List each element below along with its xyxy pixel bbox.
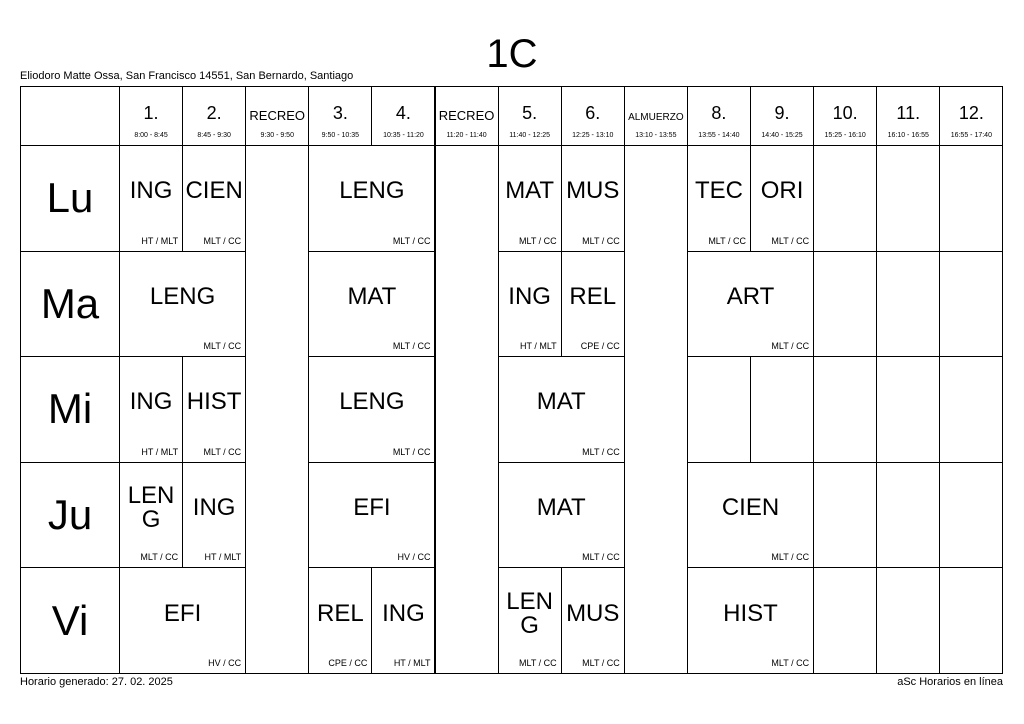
lesson-teacher: CPE / CC <box>328 657 368 668</box>
period-time: 11:20 - 11:40 <box>446 132 487 139</box>
period-label: 11. <box>896 103 921 123</box>
lesson-subject: MAT <box>347 282 397 310</box>
day-label: Ju <box>20 462 120 569</box>
empty-slot <box>876 567 940 674</box>
lesson-cell <box>371 567 435 674</box>
period-header <box>624 86 688 146</box>
lesson-subject: CIEN <box>185 177 243 205</box>
empty-slot <box>813 356 877 463</box>
lesson-teacher: MLT / CC <box>771 235 810 246</box>
break-column <box>435 145 499 674</box>
lesson-teacher: MLT / CC <box>203 446 242 457</box>
period-time: 13:55 - 14:40 <box>698 132 740 139</box>
empty-slot <box>813 145 877 252</box>
period-header <box>119 86 183 146</box>
period-time: 16:55 - 17:40 <box>950 132 992 139</box>
break-column <box>624 145 688 674</box>
lesson-cell <box>308 145 435 252</box>
lesson-subject: MUS <box>566 599 620 627</box>
lesson-cell <box>182 462 246 569</box>
lesson-subject: LENG <box>149 282 216 310</box>
lesson-cell <box>119 145 183 252</box>
period-header <box>435 86 499 146</box>
period-label: 3. <box>332 103 348 123</box>
lesson-subject: ORI <box>760 177 804 205</box>
period-label: RECREO <box>249 108 306 123</box>
lesson-teacher: HT / MLT <box>204 552 242 563</box>
lesson-subject: LENG <box>506 587 553 639</box>
lesson-teacher: MLT / CC <box>582 552 620 563</box>
lesson-cell <box>498 567 562 674</box>
school-address: Eliodoro Matte Ossa, San Francisco 14551, San Bernardo, Santiago <box>20 70 354 82</box>
period-header <box>939 86 1003 146</box>
lesson-teacher: MLT / CC <box>771 552 810 563</box>
lesson-subject: ING <box>129 388 173 416</box>
empty-slot <box>876 462 940 569</box>
lesson-teacher: MLT / CC <box>203 235 242 246</box>
lesson-cell <box>498 462 625 569</box>
lesson-teacher: MLT / CC <box>771 657 810 668</box>
period-time: 13:10 - 13:55 <box>635 132 677 139</box>
period-label: 2. <box>206 103 222 123</box>
lesson-teacher: HV / CC <box>208 657 242 668</box>
lesson-cell <box>119 251 246 358</box>
generator-credit: aSc Horarios en línea <box>897 676 1003 688</box>
lesson-teacher: HT / MLT <box>520 341 557 352</box>
lesson-subject: ART <box>726 282 775 310</box>
lesson-subject: ING <box>192 494 236 522</box>
lesson-subject: ING <box>129 177 173 205</box>
period-label: 6. <box>585 103 601 123</box>
period-time: 10:35 - 11:20 <box>383 132 424 139</box>
lesson-teacher: MLT / CC <box>203 341 242 352</box>
lesson-teacher: MLT / CC <box>708 235 746 246</box>
period-time: 11:40 - 12:25 <box>509 132 551 139</box>
period-label: 4. <box>395 103 411 123</box>
lesson-cell <box>687 145 751 252</box>
day-label: Mi <box>20 356 120 463</box>
lesson-subject: ING <box>382 599 425 627</box>
period-time: 15:25 - 16:10 <box>824 132 866 139</box>
lesson-subject: MUS <box>566 177 620 205</box>
lesson-cell <box>498 145 562 252</box>
lesson-cell <box>687 567 814 674</box>
lesson-subject: CIEN <box>721 494 780 522</box>
lesson-cell <box>687 251 814 358</box>
lesson-teacher: CPE / CC <box>580 341 620 352</box>
empty-slot <box>939 145 1003 252</box>
lesson-cell <box>119 462 183 569</box>
day-label: Ma <box>20 251 120 358</box>
lesson-teacher: MLT / CC <box>392 446 431 457</box>
lesson-teacher: MLT / CC <box>519 657 557 668</box>
lesson-cell <box>182 145 246 252</box>
period-label: 9. <box>774 103 790 123</box>
lesson-cell <box>498 356 625 463</box>
lesson-subject: MAT <box>505 177 555 205</box>
lesson-teacher: MLT / CC <box>582 235 620 246</box>
period-label: 8. <box>711 103 727 123</box>
period-header <box>813 86 877 146</box>
lesson-cell <box>119 356 183 463</box>
lesson-teacher: MLT / CC <box>392 235 431 246</box>
period-time: 9:30 - 9:50 <box>260 132 294 139</box>
empty-slot <box>939 251 1003 358</box>
period-label: 1. <box>143 103 159 123</box>
lesson-subject: ING <box>508 282 551 310</box>
empty-slot <box>876 251 940 358</box>
lesson-cell <box>182 356 246 463</box>
lesson-teacher: HV / CC <box>397 552 431 563</box>
lesson-teacher: HT / MLT <box>141 446 179 457</box>
empty-slot <box>687 356 751 463</box>
lesson-teacher: MLT / CC <box>582 446 620 457</box>
lesson-cell <box>308 356 435 463</box>
lesson-subject: LENG <box>339 177 405 205</box>
period-time: 14:40 - 15:25 <box>761 132 803 139</box>
empty-slot <box>813 462 877 569</box>
lesson-subject: REL <box>317 599 364 627</box>
lesson-teacher: MLT / CC <box>582 657 620 668</box>
lesson-subject: MAT <box>536 494 586 522</box>
lesson-teacher: MLT / CC <box>392 341 431 352</box>
period-header <box>371 86 435 146</box>
period-header <box>876 86 940 146</box>
lesson-teacher: MLT / CC <box>771 341 810 352</box>
empty-slot <box>939 567 1003 674</box>
empty-slot <box>750 356 814 463</box>
lesson-subject: HIST <box>723 599 778 627</box>
empty-slot <box>813 567 877 674</box>
period-label: 5. <box>522 103 538 123</box>
period-label: 12. <box>958 103 984 123</box>
lesson-cell <box>750 145 814 252</box>
period-time: 12:25 - 13:10 <box>572 132 614 139</box>
period-time: 9:50 - 10:35 <box>321 132 360 139</box>
lesson-cell <box>308 462 435 569</box>
lesson-cell <box>561 567 625 674</box>
break-column <box>245 145 309 674</box>
lesson-subject: REL <box>569 282 617 310</box>
empty-slot <box>876 356 940 463</box>
period-header <box>561 86 625 146</box>
period-header <box>687 86 751 146</box>
lesson-teacher: HT / MLT <box>393 657 431 668</box>
lesson-cell <box>561 251 625 358</box>
lesson-cell <box>498 251 562 358</box>
period-header <box>750 86 814 146</box>
period-header <box>245 86 309 146</box>
lesson-cell <box>119 567 246 674</box>
period-label: RECREO <box>438 108 495 123</box>
empty-slot <box>813 251 877 358</box>
period-header <box>182 86 246 146</box>
lesson-cell <box>561 145 625 252</box>
page-title: 1C <box>486 32 538 76</box>
lesson-cell <box>687 462 814 569</box>
lesson-teacher: HT / MLT <box>141 235 179 246</box>
lesson-subject: TEC <box>694 177 743 205</box>
empty-slot <box>939 356 1003 463</box>
period-time: 8:45 - 9:30 <box>197 132 231 139</box>
lesson-subject: EFI <box>353 494 391 522</box>
corner-cell <box>20 86 120 146</box>
lesson-subject: LENG <box>127 482 175 534</box>
lesson-subject: MAT <box>536 388 586 416</box>
empty-slot <box>939 462 1003 569</box>
lesson-teacher: MLT / CC <box>140 552 179 563</box>
lesson-cell <box>308 251 435 358</box>
lesson-subject: LENG <box>339 388 405 416</box>
day-label: Vi <box>20 567 120 674</box>
lesson-subject: EFI <box>163 599 202 627</box>
period-header <box>308 86 372 146</box>
period-label: ALMUERZO <box>628 112 684 123</box>
period-header <box>498 86 562 146</box>
period-time: 8:00 - 8:45 <box>134 132 168 139</box>
lesson-subject: HIST <box>186 388 242 416</box>
period-label: 10. <box>832 103 858 123</box>
lesson-cell <box>308 567 372 674</box>
period-time: 16:10 - 16:55 <box>887 132 929 139</box>
day-label: Lu <box>20 145 120 252</box>
empty-slot <box>876 145 940 252</box>
generated-date: Horario generado: 27. 02. 2025 <box>20 676 173 688</box>
lesson-teacher: MLT / CC <box>519 235 557 246</box>
